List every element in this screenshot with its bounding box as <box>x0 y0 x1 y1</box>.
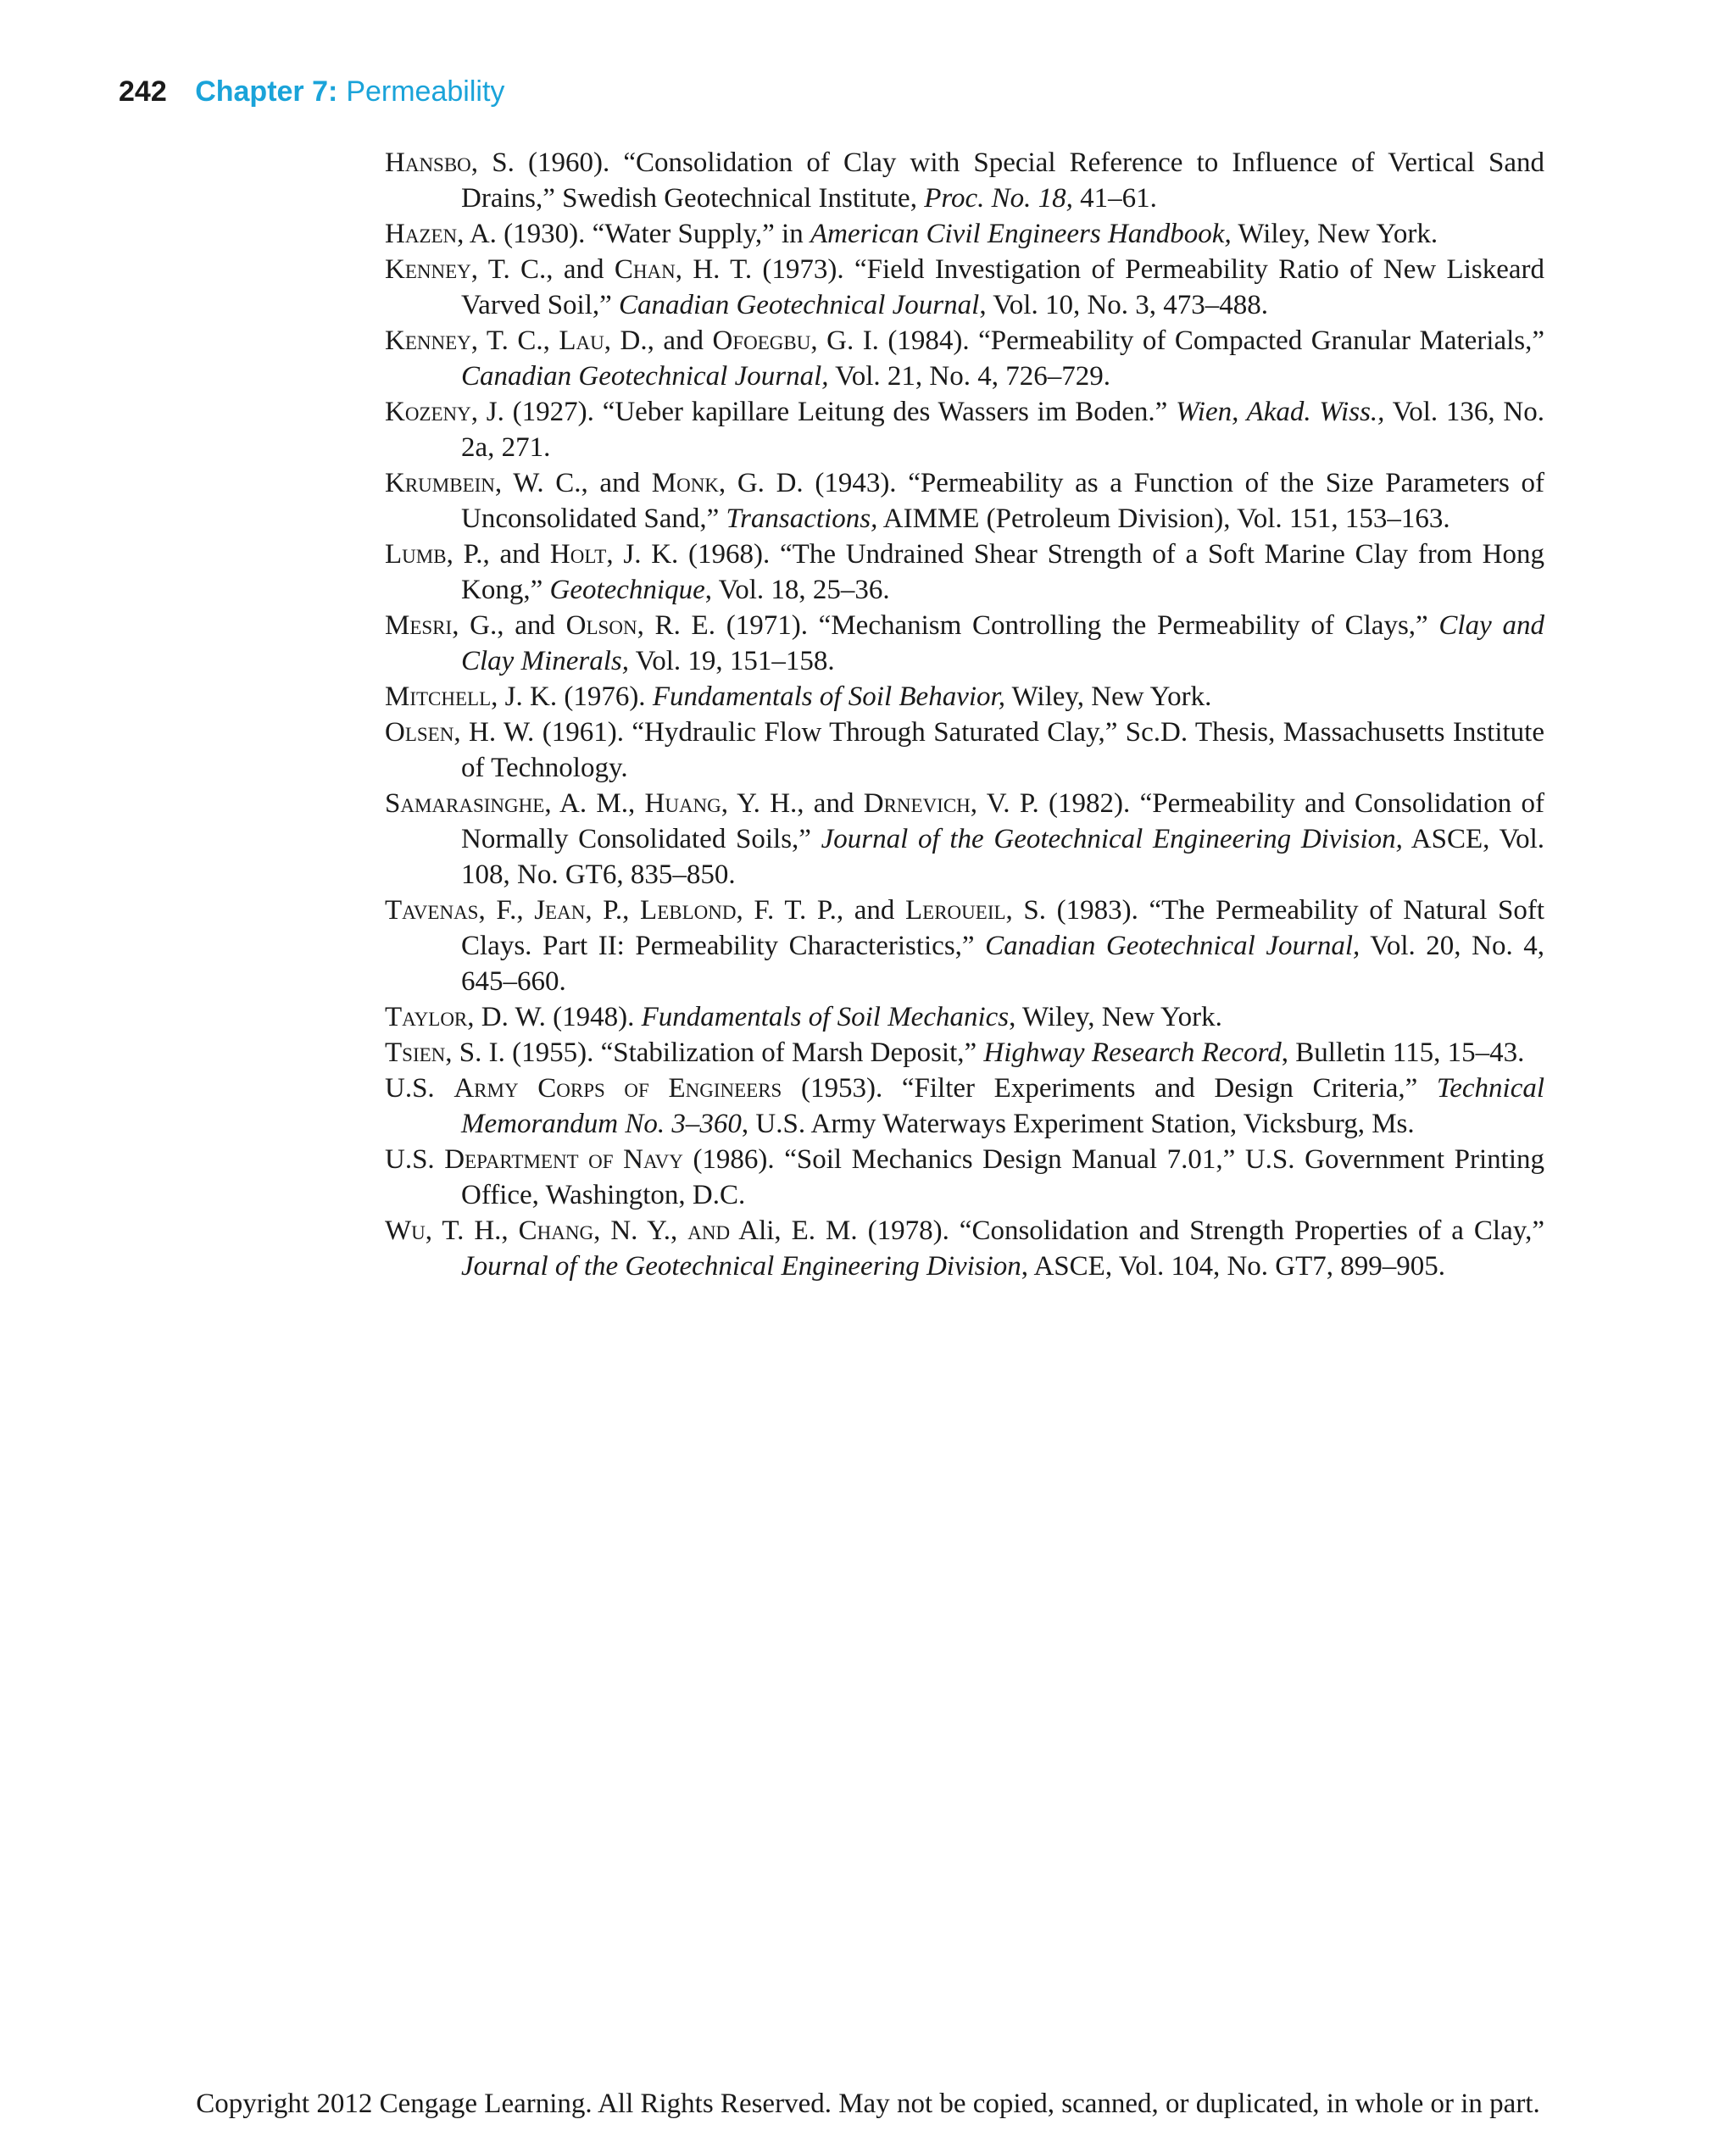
reference-text: , S. (1960). “Consolidation of Clay with Special Reference to Influence of Vertical Sand Drains,” Swedish Geotechnical Institute, <box>461 147 1544 214</box>
reference-author: Samarasinghe <box>385 788 545 819</box>
reference-text: , P., and <box>446 539 550 570</box>
reference-author: Kenney <box>385 325 471 356</box>
reference-entry <box>385 252 1544 323</box>
reference-author: Tavenas <box>385 895 479 926</box>
reference-author: Olson <box>565 610 637 641</box>
reference-text: , F., <box>478 895 535 926</box>
reference-author: Lau <box>559 325 604 356</box>
reference-text: Wiley, New York. <box>1231 219 1438 249</box>
page-number: 242 <box>119 75 167 108</box>
reference-entry <box>385 145 1544 216</box>
reference-source: Wien, Akad. Wiss., <box>1176 397 1385 427</box>
reference-author: Leblond <box>640 895 737 926</box>
reference-author: Department of Navy <box>444 1144 683 1175</box>
reference-source: American Civil Engineers Handbook, <box>810 219 1232 249</box>
reference-text: , J. (1927). “Ueber kapillare Leitung des Wassers im Boden.” <box>470 397 1177 427</box>
reference-text: , T. C., and <box>470 254 615 285</box>
reference-entry <box>385 999 1544 1035</box>
reference-source: Clay and Clay Minerals, <box>461 610 1544 676</box>
reference-entry <box>385 679 1544 715</box>
reference-text: , S. I. (1955). “Stabilization of Marsh Deposit,” <box>445 1037 984 1068</box>
reference-text: , A. (1930). “Water Supply,” in <box>457 219 810 249</box>
reference-entry <box>385 1071 1544 1142</box>
reference-text: , S. (1983). “The Permeability of Natural Soft Clays. Part II: Permeability Characteristics,” <box>461 895 1544 961</box>
reference-author: Hansbo <box>385 147 471 178</box>
reference-entry <box>385 1142 1544 1213</box>
reference-source: Canadian Geotechnical Journal <box>619 290 980 320</box>
reference-text: , T. C., <box>470 325 559 356</box>
reference-text: , Vol. 18, 25–36. <box>704 575 890 605</box>
reference-text: , H. T. (1973). “Field Investigation of Permeability Ratio of New Liskeard Varved Soil,” <box>461 254 1544 320</box>
reference-source: Proc. No. 18, <box>924 183 1073 214</box>
chapter-label: Chapter 7: <box>195 75 338 108</box>
reference-author: Lumb <box>385 539 447 570</box>
chapter-title: Permeability <box>346 75 505 108</box>
reference-text: U.S. <box>385 1144 445 1175</box>
reference-author: Krumbein <box>385 468 495 498</box>
reference-author: Monk <box>651 468 719 498</box>
reference-source: Canadian Geotechnical Journal, <box>985 931 1360 961</box>
reference-text: (1953). “Filter Experiments and Design Criteria,” <box>782 1073 1437 1104</box>
reference-source: Journal of the Geotechnical Engineering Division, <box>821 824 1403 854</box>
reference-author: and <box>687 1215 731 1246</box>
reference-author: Huang <box>644 788 721 819</box>
reference-source: Geotechnique <box>549 575 705 605</box>
reference-text: , J. K. (1968). “The Undrained Shear Strength of a Soft Marine Clay from Hong Kong,” <box>461 539 1544 605</box>
reference-author: Olsen <box>385 717 454 748</box>
reference-text: Vol. 20, No. 4, 645–660. <box>461 931 1545 997</box>
reference-text: Wiley, New York. <box>1004 681 1212 712</box>
reference-text: , G., and <box>452 610 566 641</box>
reference-author: Holt <box>549 539 607 570</box>
reference-text: (1986). “Soil Mechanics Design Manual 7.01,” U.S. Government Printing Office, Washington, D.C. <box>461 1144 1544 1210</box>
reference-text: Ali, E. M. (1978). “Consolidation and Strength Properties of a Clay,” <box>730 1215 1544 1246</box>
reference-author: Kozeny <box>385 397 471 427</box>
reference-text: , F. T. P., and <box>736 895 905 926</box>
reference-entry <box>385 893 1544 999</box>
reference-entry <box>385 537 1544 608</box>
reference-text: , Vol. 10, No. 3, 473–488. <box>979 290 1269 320</box>
reference-entry <box>385 216 1544 252</box>
reference-entry <box>385 715 1544 786</box>
reference-text: U.S. <box>385 1073 454 1104</box>
reference-text: ASCE, Vol. 108, No. GT6, 835–850. <box>461 824 1544 890</box>
reference-text: , G. D. (1943). “Permeability as a Function of the Size Parameters of Unconsolidated Sand,” <box>461 468 1544 534</box>
reference-entry <box>385 394 1544 465</box>
reference-source: Fundamentals of Soil Mechanics <box>641 1002 1010 1032</box>
reference-author: Tsien <box>385 1037 446 1068</box>
reference-text: , D. W. (1948). <box>467 1002 642 1032</box>
reference-text: Vol. 21, No. 4, 726–729. <box>828 361 1110 392</box>
reference-author: Chang <box>518 1215 594 1246</box>
reference-author: Army Corps of Engineers <box>453 1073 782 1104</box>
reference-author: Jean <box>534 895 586 926</box>
reference-author: Mesri <box>385 610 453 641</box>
reference-author: Ofoegbu <box>712 325 811 356</box>
reference-source: Highway Research Record <box>983 1037 1282 1068</box>
reference-author: Leroueil <box>905 895 1006 926</box>
reference-text: , H. W. (1961). “Hydraulic Flow Through Saturated Clay,” Sc.D. Thesis, Massachusetts Institute of Technology. <box>453 717 1544 783</box>
reference-entry <box>385 1213 1544 1284</box>
reference-text: , J. K. (1976). <box>491 681 653 712</box>
running-head <box>119 71 504 112</box>
reference-entry <box>385 1035 1544 1071</box>
reference-entry <box>385 608 1544 679</box>
reference-author: Mitchell <box>385 681 492 712</box>
reference-text: , W. C., and <box>494 468 652 498</box>
reference-list <box>385 145 1544 1284</box>
reference-text: AIMME (Petroleum Division), Vol. 151, 153–163. <box>877 503 1450 534</box>
reference-entry <box>385 786 1544 893</box>
reference-text: , G. I. (1984). “Permeability of Compacted Granular Materials,” <box>810 325 1544 356</box>
reference-author: Hazen <box>385 219 458 249</box>
reference-source: Technical Memorandum No. 3–360 <box>461 1073 1545 1139</box>
reference-text: , A. M., <box>544 788 645 819</box>
reference-text: , P., <box>585 895 641 926</box>
reference-text: Vol. 136, No. 2a, 271. <box>461 397 1545 463</box>
reference-text: Vol. 19, 151–158. <box>628 646 835 676</box>
reference-text: , U.S. Army Waterways Experiment Station, Vicksburg, Ms. <box>741 1109 1415 1139</box>
reference-text: , Y. H., and <box>721 788 864 819</box>
reference-source: Transactions, <box>726 503 878 534</box>
reference-text: , Bulletin 115, 15–43. <box>1281 1037 1525 1068</box>
reference-author: Chan <box>614 254 676 285</box>
reference-source: Canadian Geotechnical Journal, <box>461 361 829 392</box>
reference-entry <box>385 465 1544 537</box>
reference-author: Taylor <box>385 1002 468 1032</box>
reference-source: Journal of the Geotechnical Engineering Division <box>461 1251 1021 1282</box>
reference-text: , R. E. (1971). “Mechanism Controlling the Permeability of Clays,” <box>637 610 1439 641</box>
reference-text: , N. Y., <box>593 1215 688 1246</box>
reference-text: , T. H., <box>425 1215 519 1246</box>
reference-text: 41–61. <box>1072 183 1157 214</box>
copyright-notice: Copyright 2012 Cengage Learning. All Rights Reserved. May not be copied, scanned, or duplicated, in whole or in part. <box>196 2089 1540 2119</box>
reference-entry <box>385 323 1544 394</box>
reference-source: Fundamentals of Soil Behavior, <box>652 681 1005 712</box>
reference-text: , Wiley, New York. <box>1009 1002 1222 1032</box>
reference-text: , V. P. (1982). “Permeability and Consolidation of Normally Consolidated Soils,” <box>461 788 1544 854</box>
reference-author: Kenney <box>385 254 471 285</box>
reference-text: , D., and <box>604 325 713 356</box>
reference-author: Wu <box>385 1215 426 1246</box>
reference-text: , ASCE, Vol. 104, No. GT7, 899–905. <box>1021 1251 1446 1282</box>
reference-author: Drnevich <box>863 788 971 819</box>
